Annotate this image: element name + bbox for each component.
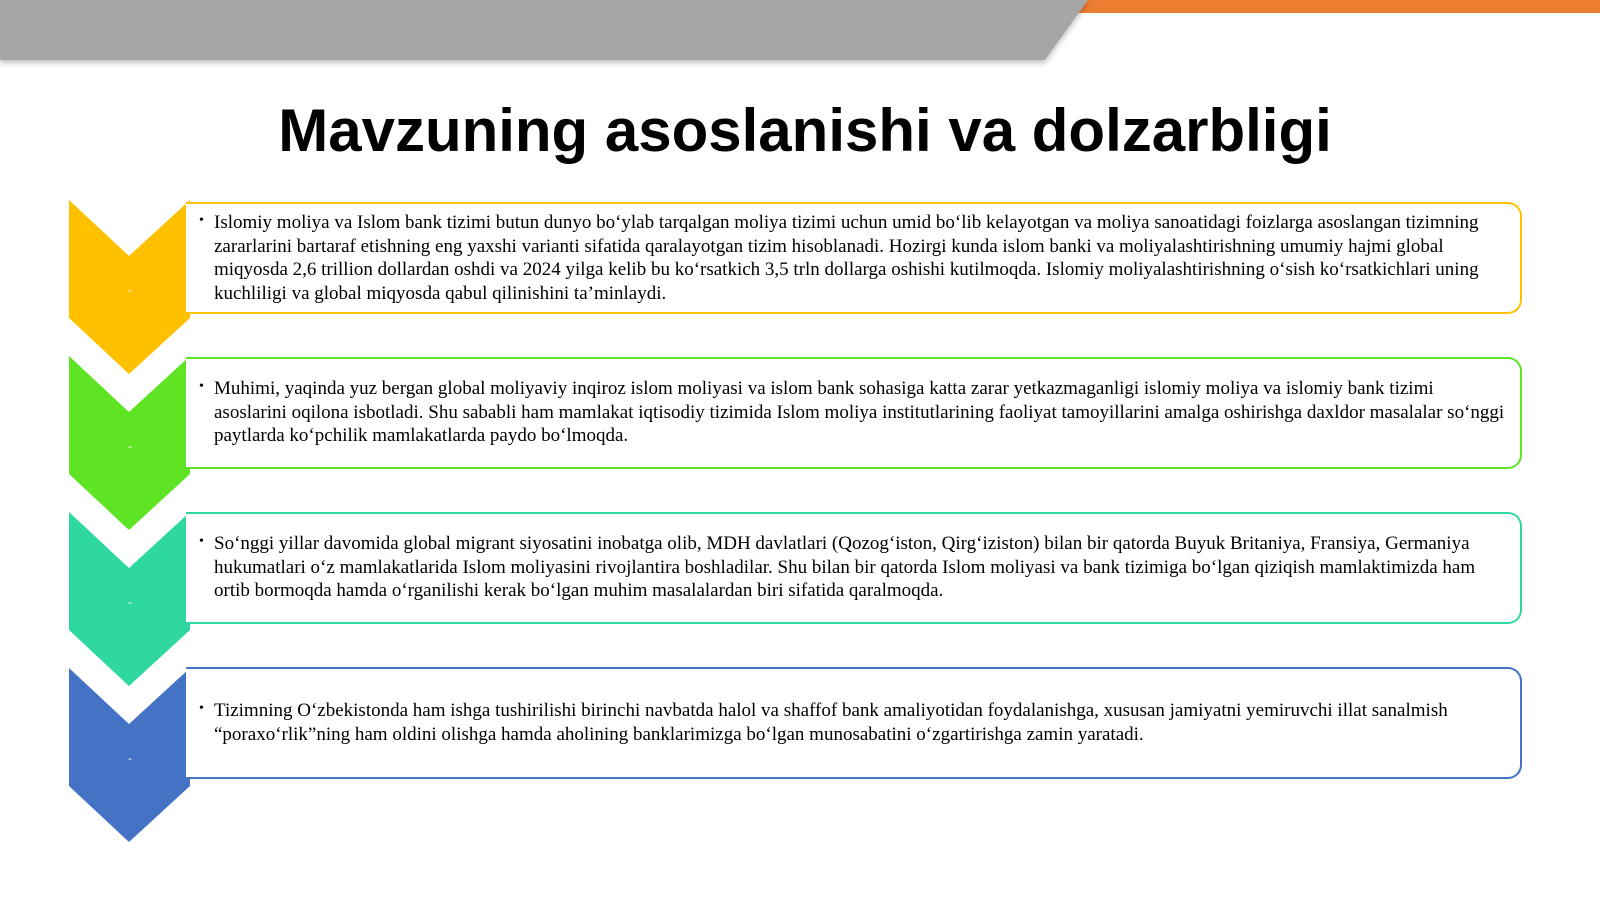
- step-3-box: [186, 512, 1522, 624]
- step-4-label: -: [128, 751, 132, 765]
- step-1-box: [186, 202, 1522, 314]
- slide-title: Mavzuning asoslanishi va dolzarbligi: [278, 97, 1332, 164]
- step-2-list: [199, 377, 1508, 448]
- step-3-label: -: [128, 595, 132, 609]
- step-2-label: -: [128, 439, 132, 453]
- step-2-item: [199, 377, 1508, 448]
- bullet-icon: •: [199, 213, 204, 228]
- step-1-text: Islomiy moliya va Islom bank tizimi butun dunyo bo‘ylab tarqalgan moliya tizimi uchun umid bo‘lib kelayotgan va moliya sanoatidagi foizlarga asoslangan tizimning zararlarini bartaraf etishning eng yaxshi varianti sifatida qaralayotgan tizim hisoblanadi. Hozirgi kunda islom banki va moliyalashtirishning umumiy hajmi global miqyosda 2,6 trillion dollardan oshdi va 2024 yilga kelib bu ko‘rsatkich 3,5 trln dollarga oshishi kutilmoqda. Islomiy moliyalashtirishning o‘sish ko‘rsatkichlari uning kuchliligi va global miqyosda qabul qilinishini ta’minlaydi.: [214, 212, 1479, 304]
- step-3-text: So‘nggi yillar davomida global migrant siyosatini inobatga olib, MDH davlatlari (Qozog‘iston, Qirg‘iziston) bilan bir qatorda Buyuk Britaniya, Fransiya, Germaniya hukumatlari o‘z mamlakatlarida Islom moliyasini rivojlantira boshladilar. Shu bilan bir qatorda Islom moliyasi va bank tizimiga bo‘lgan qiziqish mamlaktimizda ham ortib bormoqda hamda o‘rganilishi kerak bo‘lgan muhim masalalardan biri sifatida qaralmoqda.: [214, 533, 1476, 601]
- step-4-text: Tizimning O‘zbekistonda ham ishga tushirilishi birinchi navbatda halol va shaffof bank amaliyotidan foydalanishga, xususan jamiyatni yemiruvchi illat sanalmish “poraxo‘rlik”ning ham oldini olishga hamda aholining banklarimizga bo‘lgan munosabatini o‘zgartirishga zamin yaratadi.: [214, 700, 1448, 745]
- step-1-item: [199, 211, 1508, 305]
- step-3-list: [199, 532, 1508, 603]
- step-4-item: [199, 699, 1508, 746]
- step-1-label: -: [128, 283, 132, 297]
- step-1-list: [199, 211, 1508, 305]
- step-4-box: [186, 667, 1522, 779]
- step-2-box: [186, 357, 1522, 469]
- step-3-item: [199, 532, 1508, 603]
- bullet-icon: •: [199, 379, 204, 394]
- bullet-icon: •: [199, 534, 204, 549]
- step-2-text: Muhimi, yaqinda yuz bergan global moliyaviy inqiroz islom moliyasi va islom bank sohasiga katta zarar yetkazmaganligi islomiy moliya va islomiy bank tizimi asoslarini oqilona isbotladi. Shu sababli ham mamlakat iqtisodiy tizimida Islom moliya institutlarining faoliyat tamoyillarini amalga oshirishga daxldor masalalar so‘nggi paytlarda ko‘pchilik mamlakatlarda paydo bo‘lmoqda.: [214, 378, 1505, 446]
- bullet-icon: •: [199, 701, 204, 716]
- step-4-list: [199, 699, 1508, 746]
